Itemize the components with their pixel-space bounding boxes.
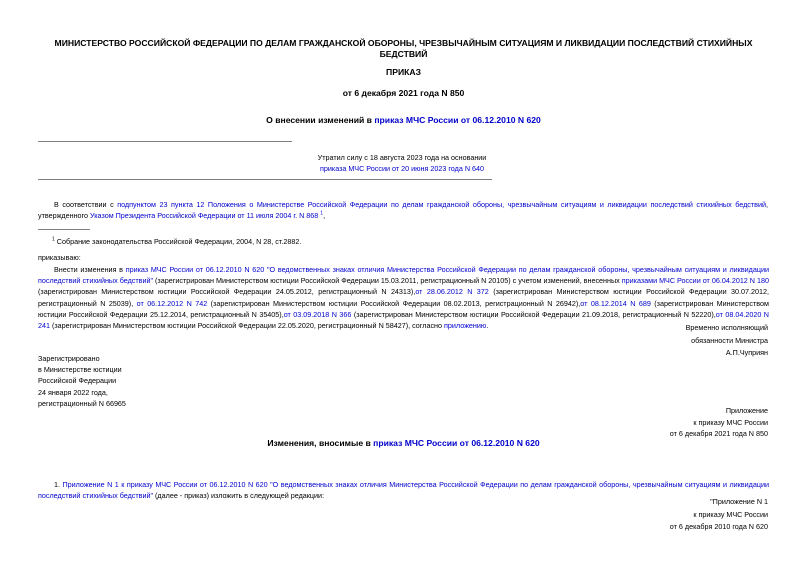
- body-text: (зарегистрирован Министерством юстиции Российской Федерации 08.02.2013, регистрационный N 26942),: [207, 298, 581, 308]
- footnote-text: Собрание законодательства Российской Федерации, 2004, N 28, ст.2882.: [54, 237, 302, 246]
- preamble-text: , утвержденного: [38, 200, 768, 221]
- order-620-link[interactable]: приказ МЧС России от 06.12.2010 N 620: [125, 265, 265, 274]
- signature-line: обязанности Министра: [691, 335, 768, 345]
- amendment-link[interactable]: от 28.06.2012 N 372: [415, 287, 489, 297]
- body-text: (зарегистрирован Министерством юстиции Российской Федерации 30.07.2012, регистрационный N 25039),: [38, 287, 770, 308]
- item-number: 1.: [54, 480, 63, 489]
- footnote-mark[interactable]: 1: [320, 210, 324, 217]
- appendix-1-link[interactable]: Приложение N 1 к приказу МЧС России от 06.12.2010 N 620 "О ведомственных знаках отличия Министерства Российской Федерации по делам гражданской обороны, чрезвычайным ситуациям и ликвидации последствий стихийных бедствий": [38, 480, 769, 501]
- footnote-number: 1: [52, 236, 55, 243]
- signature-block: [560, 322, 768, 360]
- amendment-link[interactable]: от 08.12.2014 N 689: [580, 298, 651, 308]
- doc-date-number: от 6 декабря 2021 года N 850: [342, 88, 465, 98]
- doc-title-prefix: О внесении изменений в: [266, 115, 375, 125]
- divider-line: [38, 179, 492, 180]
- amendment-link[interactable]: от 03.09.2018 N 366: [283, 309, 352, 319]
- body-text: (зарегистрирован Министерством юстиции Российской Федерации 21.09.2018, регистрационный N 52220),: [351, 309, 716, 319]
- order-620-title-link[interactable]: "О ведомственных знаках отличия Министерства Российской Федерации по делам гражданской обороны, чрезвычайным ситуациям и ликвидации последствий стихийных бедствий": [38, 265, 770, 286]
- appendix-1-line: от 6 декабря 2010 года N 620: [669, 522, 768, 532]
- order-word: приказываю:: [38, 253, 81, 262]
- amendment-link[interactable]: от 08.04.2020 N 241: [38, 309, 769, 331]
- doc-title: [40, 115, 767, 126]
- amendment-link[interactable]: от 06.12.2012 N 742: [136, 298, 208, 308]
- signature-line: Временно исполняющий: [685, 323, 768, 332]
- regulation-link[interactable]: подпунктом 23 пункта 12 Положения о Министерстве Российской Федерации по делам гражданской обороны, чрезвычайным ситуациям и ликвидации последствий стихийных бедствий: [117, 200, 766, 209]
- appendix-line: от 6 декабря 2021 года N 850: [669, 429, 768, 439]
- registration-block: [38, 353, 238, 409]
- amendment-link[interactable]: приказами МЧС России от 06.04.2012 N 180: [621, 276, 769, 286]
- footnote: [52, 236, 452, 247]
- changes-title: [40, 438, 767, 449]
- appendix-link[interactable]: приложению: [444, 321, 487, 331]
- appendix-1-line: к приказу МЧС России: [693, 509, 768, 519]
- appendix-1-line: "Приложение N 1: [710, 497, 768, 506]
- footnote-divider: [38, 229, 90, 230]
- doc-type: ПРИКАЗ: [386, 67, 421, 77]
- registration-number: регистрационный N 66965: [38, 398, 126, 408]
- expiry-link[interactable]: приказа МЧС России от 20 июня 2023 года N 640: [319, 164, 485, 174]
- preamble-text: В соответствии с: [54, 200, 118, 209]
- registration-line: 24 января 2022 года,: [38, 387, 108, 397]
- changes-title-link[interactable]: приказ МЧС России от 06.12.2010 N 620: [373, 438, 540, 448]
- appendix-1-header: [560, 496, 768, 534]
- registration-line: Зарегистрировано: [38, 354, 100, 363]
- divider-line: [38, 141, 292, 142]
- appendix-line: Приложение: [725, 406, 768, 415]
- expiry-text: Утратил силу с 18 августа 2023 года на основании: [317, 153, 487, 162]
- body-text: (зарегистрирован Министерством юстиции Российской Федерации 15.03.2011, регистрационный N 20105) с учетом изменений, внесенных: [153, 276, 622, 286]
- expiry-note: [292, 152, 512, 174]
- body-text: (зарегистрирован Министерством юстиции Российской Федерации 24.05.2012, регистрационный N 24313),: [38, 287, 416, 297]
- appendix-line: к приказу МЧС России: [693, 417, 768, 427]
- ministry-name: МИНИСТЕРСТВО РОССИЙСКОЙ ФЕДЕРАЦИИ ПО ДЕЛАМ ГРАЖДАНСКОЙ ОБОРОНЫ, ЧРЕЗВЫЧАЙНЫМ СИТУАЦИЯМ И ЛИКВИДАЦИИ ПОСЛЕДСТВИЙ СТИХИЙНЫХ БЕДСТВИЙ: [54, 38, 753, 59]
- body-text: Внести изменения в: [54, 265, 126, 274]
- body-text: (зарегистрирован Министерством юстиции Российской Федерации 25.12.2014, регистрационный N 35405),: [38, 298, 769, 319]
- decree-link[interactable]: Указом Президента Российской Федерации от 11 июля 2004 г. N 868: [90, 211, 319, 221]
- registration-line: Российской Федерации: [38, 376, 117, 386]
- body-text: .: [486, 321, 489, 331]
- changes-title-prefix: Изменения, вносимые в: [267, 438, 374, 448]
- item-text: (далее - приказ) изложить в следующей редакции:: [153, 491, 325, 501]
- registration-line: в Министерстве юстиции: [38, 365, 122, 375]
- preamble-paragraph: [38, 199, 768, 221]
- signature-name: А.П.Чуприян: [725, 348, 768, 357]
- body-text: (зарегистрирован Министерством юстиции Российской Федерации 22.05.2020, регистрационный N 58427), согласно: [50, 321, 445, 331]
- doc-title-link[interactable]: приказ МЧС России от 06.12.2010 N 620: [374, 115, 541, 125]
- preamble-text: ,: [323, 211, 326, 221]
- appendix-reference: [560, 405, 768, 440]
